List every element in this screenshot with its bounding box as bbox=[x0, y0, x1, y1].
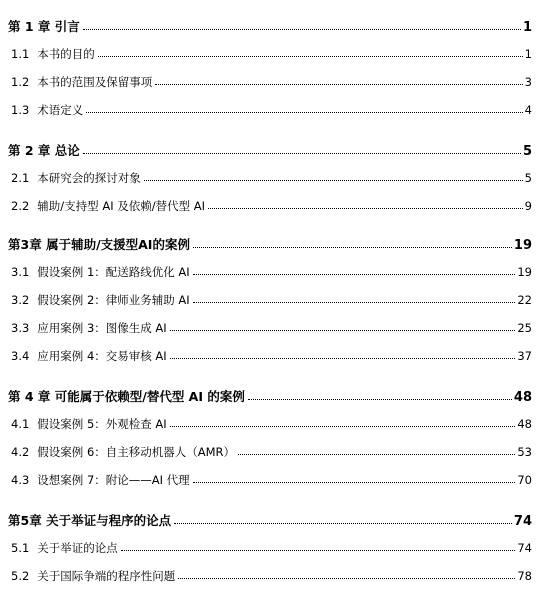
dot-leader bbox=[193, 247, 512, 248]
section-title: 应用案例 4：交易审核 AI bbox=[37, 349, 167, 363]
chapter-title: 总论 bbox=[54, 143, 80, 158]
toc-section-3-2[interactable] bbox=[11, 292, 532, 308]
dot-leader bbox=[86, 112, 522, 113]
section-title: 关于国际争端的程序性问题 bbox=[37, 569, 176, 583]
section-number: 3.1 bbox=[11, 265, 30, 279]
section-number: 4.2 bbox=[11, 445, 30, 459]
dot-leader bbox=[208, 208, 523, 209]
dot-leader bbox=[174, 523, 512, 524]
dot-leader bbox=[193, 302, 516, 303]
section-title: 术语定义 bbox=[37, 103, 84, 117]
page-number: 74 bbox=[513, 514, 532, 529]
toc-chapter-4[interactable] bbox=[8, 387, 532, 405]
dot-leader bbox=[170, 426, 516, 427]
page-number: 3 bbox=[524, 75, 532, 89]
dot-leader bbox=[178, 578, 515, 579]
dot-leader bbox=[98, 56, 523, 57]
toc-section-1-1[interactable] bbox=[11, 46, 532, 62]
dot-leader bbox=[121, 550, 516, 551]
page-number: 48 bbox=[517, 417, 532, 431]
toc-chapter-2[interactable] bbox=[8, 141, 532, 159]
toc-section-5-2[interactable] bbox=[11, 568, 532, 584]
section-number: 1.3 bbox=[11, 103, 30, 117]
chapter-number: 第3章 bbox=[8, 237, 42, 252]
toc-section-1-3[interactable] bbox=[11, 102, 532, 118]
section-number: 5.2 bbox=[11, 569, 30, 583]
section-title: 应用案例 3：图像生成 AI bbox=[37, 321, 167, 335]
page-number: 1 bbox=[522, 20, 532, 35]
page-number: 48 bbox=[513, 390, 532, 405]
toc-section-2-1[interactable] bbox=[11, 170, 532, 186]
toc-section-1-2[interactable] bbox=[11, 74, 532, 90]
section-number: 4.3 bbox=[11, 473, 30, 487]
section-title: 辅助/支持型 AI 及依赖/替代型 AI bbox=[37, 199, 206, 213]
section-number: 2.2 bbox=[11, 199, 30, 213]
page-number: 19 bbox=[517, 265, 532, 279]
page-number: 22 bbox=[517, 293, 532, 307]
toc-chapter-5[interactable] bbox=[8, 511, 532, 529]
toc-section-5-1[interactable] bbox=[11, 540, 532, 556]
toc-section-4-3[interactable] bbox=[11, 472, 532, 488]
dot-leader bbox=[144, 180, 523, 181]
dot-leader bbox=[170, 358, 516, 359]
section-title: 关于举证的论点 bbox=[37, 541, 118, 555]
chapter-title: 属于辅助/支援型AI的案例 bbox=[46, 237, 190, 252]
dot-leader bbox=[193, 274, 516, 275]
chapter-number: 第5章 bbox=[8, 513, 42, 528]
section-number: 4.1 bbox=[11, 417, 30, 431]
page-number: 5 bbox=[524, 171, 532, 185]
page-number: 70 bbox=[517, 473, 532, 487]
section-title: 假设案例 1：配送路线优化 AI bbox=[37, 265, 190, 279]
page-number: 5 bbox=[522, 144, 532, 159]
chapter-number: 第 2 章 bbox=[8, 143, 51, 158]
chapter-number: 第 4 章 bbox=[8, 389, 51, 404]
toc-section-3-1[interactable] bbox=[11, 264, 532, 280]
section-title: 本研究会的探讨对象 bbox=[37, 171, 141, 185]
toc-chapter-3[interactable] bbox=[8, 235, 532, 253]
dot-leader bbox=[248, 399, 512, 400]
section-title: 本书的范围及保留事项 bbox=[37, 75, 153, 89]
chapter-title: 可能属于依赖型/替代型 AI 的案例 bbox=[54, 389, 245, 404]
section-title: 本书的目的 bbox=[37, 47, 95, 61]
section-number: 3.4 bbox=[11, 349, 30, 363]
page-number: 78 bbox=[517, 569, 532, 583]
toc-section-2-2[interactable] bbox=[11, 198, 532, 214]
dot-leader bbox=[83, 29, 521, 30]
page-number: 1 bbox=[524, 47, 532, 61]
section-number: 2.1 bbox=[11, 171, 30, 185]
section-title: 假设案例 6：自主移动机器人（AMR） bbox=[37, 445, 236, 459]
section-title: 设想案例 7：附论——AI 代理 bbox=[37, 473, 190, 487]
dot-leader bbox=[83, 153, 521, 154]
page-number: 9 bbox=[524, 199, 532, 213]
toc-section-3-4[interactable] bbox=[11, 348, 532, 364]
section-number: 3.2 bbox=[11, 293, 30, 307]
section-number: 1.1 bbox=[11, 47, 30, 61]
page-number: 19 bbox=[513, 238, 532, 253]
chapter-number: 第 1 章 bbox=[8, 19, 51, 34]
dot-leader bbox=[155, 84, 522, 85]
section-title: 假设案例 2：律师业务辅助 AI bbox=[37, 293, 190, 307]
page-number: 37 bbox=[517, 349, 532, 363]
toc-section-3-3[interactable] bbox=[11, 320, 532, 336]
toc-section-4-1[interactable] bbox=[11, 416, 532, 432]
toc-section-4-2[interactable] bbox=[11, 444, 532, 460]
dot-leader bbox=[170, 330, 516, 331]
page-number: 53 bbox=[517, 445, 532, 459]
section-title: 假设案例 5：外观检查 AI bbox=[37, 417, 167, 431]
toc-chapter-1[interactable] bbox=[8, 17, 532, 35]
section-number: 5.1 bbox=[11, 541, 30, 555]
page-number: 25 bbox=[517, 321, 532, 335]
chapter-title: 关于举证与程序的论点 bbox=[46, 513, 172, 528]
page-number: 4 bbox=[524, 103, 532, 117]
dot-leader bbox=[193, 482, 516, 483]
dot-leader bbox=[238, 454, 515, 455]
chapter-title: 引言 bbox=[54, 19, 80, 34]
page-number: 74 bbox=[517, 541, 532, 555]
section-number: 3.3 bbox=[11, 321, 30, 335]
section-number: 1.2 bbox=[11, 75, 30, 89]
